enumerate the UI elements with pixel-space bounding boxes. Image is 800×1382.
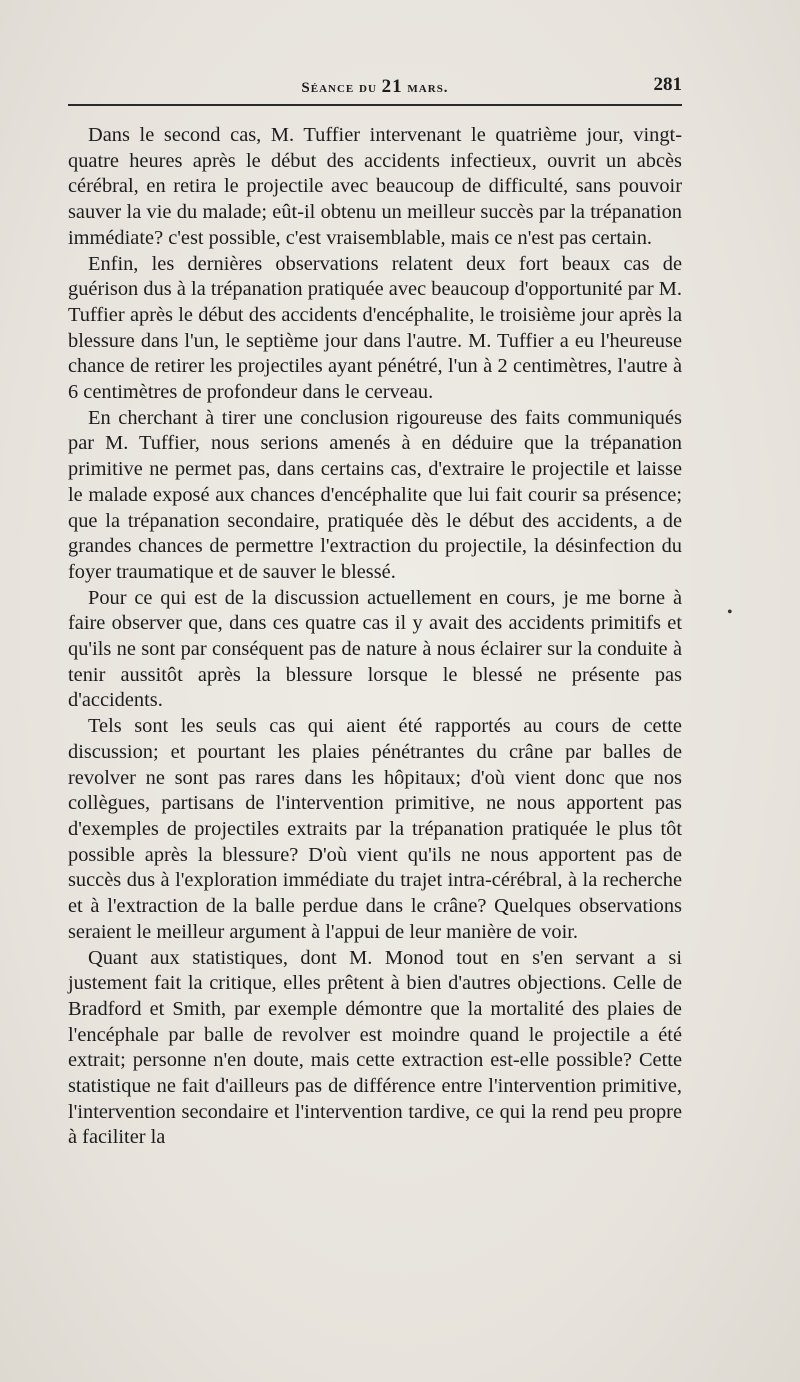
body-text [68, 123, 682, 1151]
paragraph-3: En cherchant à tirer une conclusion rigoureuse des faits communiqués par M. Tuffier, nous serions amenés à en déduire que la trépanation primitive ne permet pas, dans certains cas, d'extraire le projectile et laisse le malade exposé aux chances d'encéphalite que lui fait courir sa présence; que la trépanation secondaire, pratiquée dès le début des accidents, a de grandes chances de permettre l'extraction du projectile, la désinfection du foyer traumatique et de sauver le blessé. [68, 406, 682, 583]
page-number: 281 [653, 74, 682, 95]
running-head-post: mars. [402, 80, 449, 96]
paragraph-4: Pour ce qui est de la discussion actuellement en cours, je me borne à faire observer que, dans ces quatre cas il y avait des accidents primitifs et qu'ils ne sont par conséquent pas de nature à nous éclairer sur la conduite à tenir aussitôt après la blessure lorsque le blessé ne présente pas d'accidents. [68, 586, 682, 712]
paragraph-5: Tels sont les seuls cas qui aient été rapportés au cours de cette discussion; et pourtant les plaies pénétrantes du crâne par balles de revolver ne sont pas rares dans les hôpitaux; d'où vient donc que nos collègues, partisans de l'intervention primitive, ne nous apportent pas d'exemples de projectiles extraits par la trépanation pratiquée le plus tôt possible après la blessure? D'où vient qu'ils ne nous apportent pas de succès dus à l'exploration immédiate du trajet intra-cérébral, à la recherche et à l'extraction de la balle perdue dans le crâne? Quelques observations seraient le meilleur argument à l'appui de leur manière de voir. [68, 715, 682, 943]
running-head-pre: Séance du [301, 80, 382, 96]
paragraph-1: Dans le second cas, M. Tuffier intervenant le quatrième jour, vingt-quatre heures après le début des accidents infectieux, ouvrit un abcès cérébral, en retira le projectile avec beaucoup de difficulté, sans pouvoir sauver la vie du malade; eût-il obtenu un meilleur succès par la trépanation immédiate? c'est possible, c'est vraisemblable, mais ce n'est pas certain. [68, 124, 682, 249]
paragraph-2: Enfin, les dernières observations relatent deux fort beaux cas de guérison dus à la trépanation pratiquée avec beaucoup d'opportunité par M. Tuffier après le début des accidents d'encéphalite, le troisième jour après la blessure dans l'un, le septième jour dans l'autre. M. Tuffier a eu l'heureuse chance de retirer les projectiles ayant pénétré, l'un à 2 centimètres, l'autre à 6 centimètres de profondeur dans le cerveau. [68, 252, 682, 404]
paragraph-6: Quant aux statistiques, dont M. Monod tout en s'en servant a si justement fait la critique, elles prêtent à bien d'autres objections. Celle de Bradford et Smith, par exemple démontre que la mortalité des plaies de l'encéphale par balle de revolver est moindre quand le projectile a été extrait; personne n'en doute, mais cette extraction est-elle possible? Cette statistique ne fait d'ailleurs pas de différence entre l'intervention primitive, l'intervention secondaire et l'intervention tardive, ce qui la rend peu propre à faciliter la [68, 946, 682, 1149]
margin-mark: • [727, 604, 733, 621]
running-head [68, 76, 682, 98]
header-rule [68, 104, 682, 106]
page-header [68, 72, 682, 102]
running-head-day: 21 [381, 76, 403, 97]
